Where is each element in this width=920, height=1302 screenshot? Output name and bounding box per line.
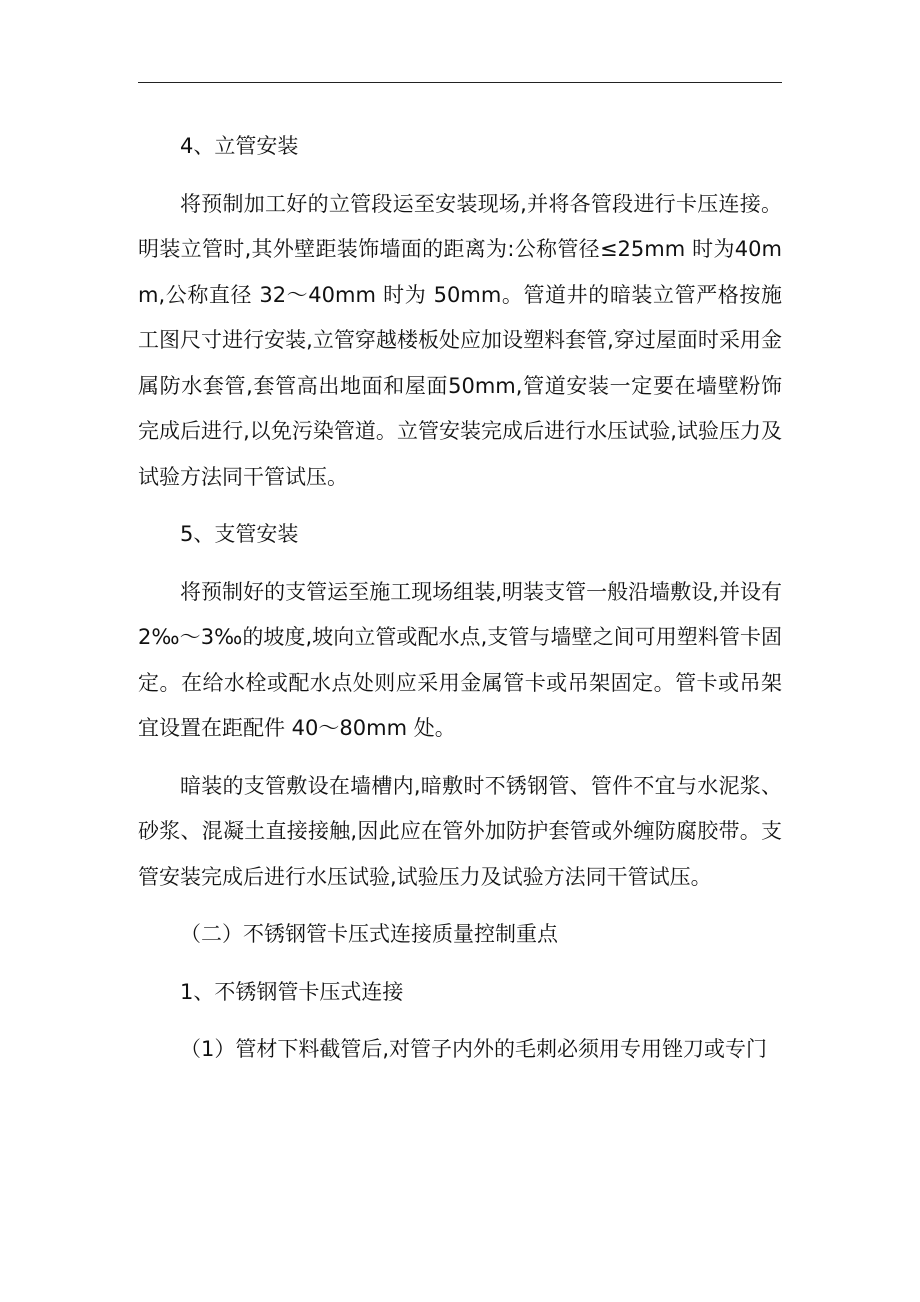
section-heading-press-connection: 1、不锈钢管卡压式连接 [180, 979, 404, 1004]
paragraph-branch-install-exposed: 将预制好的支管运至施工现场组装,明装支管一般沿墙敷设,并设有 2‰～3‰的坡度,坡向立管或配水点,支管与墙壁之间可用塑料管卡固定。在给水栓或配水点处则应采用金属管卡或吊架固定。管卡或吊架宜设置在距配件 40～80mm 处。 [138, 579, 782, 740]
paragraph-riser-install: 将预制加工好的立管段运至安装现场,并将各管段进行卡压连接。明装立管时,其外壁距装饰墙面的距离为:公称管径≤25mm 时为40mm,公称直径 32～40mm 时为 50mm。管道井的暗装立管严格按施工图尺寸进行安装,立管穿越楼板处应加设塑料套管,穿过屋面时采用金属防水套管,套管高出地面和屋面50mm,管道安装一定要在墙壁粉饰完成后进行,以免污染管道。立管安装完成后进行水压试验,试验压力及试验方法同干管试压。 [138, 191, 782, 489]
paragraph-press-connection-step-1: （1）管材下料截管后,对管子内外的毛刺必须用专用锉刀或专门 [180, 1037, 768, 1061]
document-body [138, 124, 782, 1073]
header-rule [138, 82, 782, 83]
paragraph-branch-install-concealed: 暗装的支管敷设在墙槽内,暗敷时不锈钢管、管件不宜与水泥浆、砂浆、混凝土直接接触,因此应在管外加防护套管或外缠防腐胶带。支管安装完成后进行水压试验,试验压力及试验方法同干管试压。 [138, 773, 782, 889]
section-heading-branch-install: 5、支管安装 [180, 522, 299, 546]
section-heading-riser-install: 4、立管安装 [180, 134, 299, 158]
section-heading-quality-control: （二）不锈钢管卡压式连接质量控制重点 [180, 922, 558, 946]
